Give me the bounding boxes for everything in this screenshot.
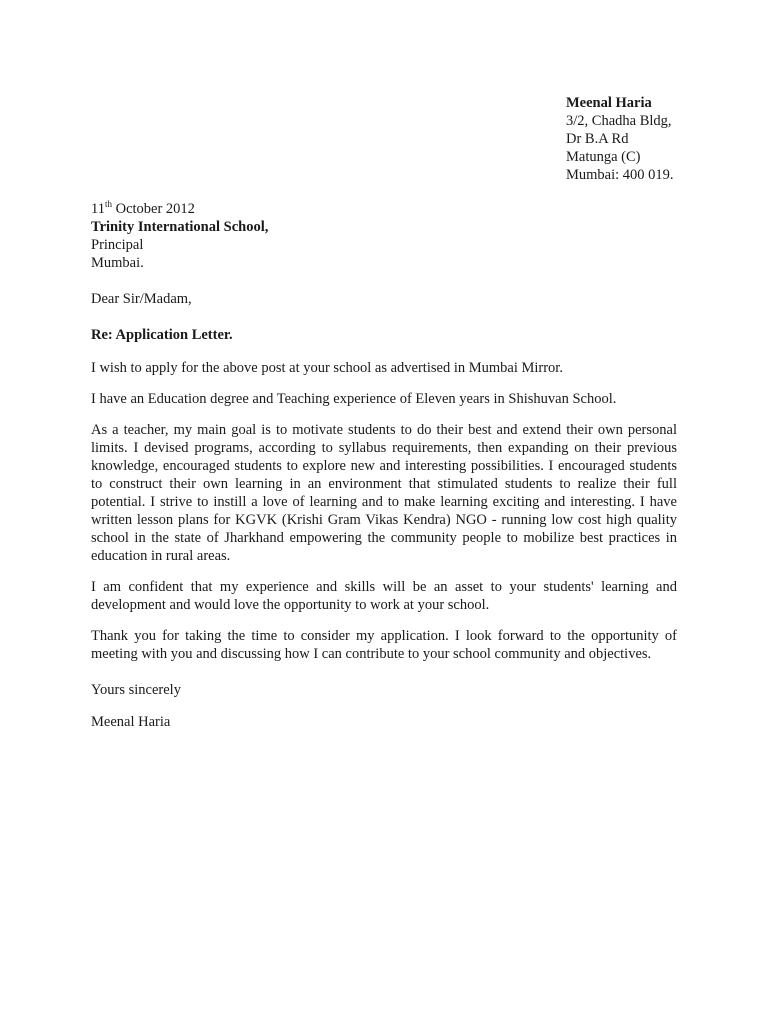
letter-body (91, 359, 677, 676)
date-day: 11 (91, 201, 105, 217)
signature-name: Meenal Haria (91, 714, 171, 730)
date-suffix: th (104, 199, 112, 210)
recipient-city: Mumbai. (91, 255, 144, 271)
recipient-title: Principal (91, 237, 144, 253)
letter-date (91, 200, 691, 218)
sender-address-block (566, 94, 756, 184)
body-paragraph: I wish to apply for the above post at your school as advertised in Mumbai Mirror. (91, 360, 563, 376)
sender-address-line: Dr B.A Rd (566, 131, 629, 147)
body-paragraph: As a teacher, my main goal is to motivate students to do their best and extend their own personal limits. I devised programs, according to syllabus requirements, then expanding on their previous knowledge, encouraged students to explore new and interesting possibilities. I encouraged students to construct their own learning in an environment that stimulated students to realize their full potential. I strive to instill a love of learning and to make learning exciting and interesting. I have written lesson plans for KGVK (Krishi Gram Vikas Kendra) NGO - running low cost high quality school in the state of Jharkhand empowering the community people to mobilize best practices in education in rural areas. (91, 422, 677, 564)
body-paragraph: Thank you for taking the time to consider my application. I look forward to the opportunity of meeting with you and discussing how I can contribute to your school community and objectives. (91, 628, 677, 662)
body-paragraph: I have an Education degree and Teaching experience of Eleven years in Shishuvan School. (91, 391, 617, 407)
closing: Yours sincerely (91, 682, 181, 698)
sender-name: Meenal Haria (566, 95, 652, 111)
body-paragraph: I am confident that my experience and skills will be an asset to your students' learning and development and would love the opportunity to work at your school. (91, 579, 677, 613)
date-month-year: October 2012 (111, 201, 195, 217)
date-recipient-block (91, 200, 691, 272)
sender-address-line: Mumbai: 400 019. (566, 167, 674, 183)
recipient-organization: Trinity International School, (91, 219, 269, 235)
sender-address-line: 3/2, Chadha Bldg, (566, 113, 672, 129)
sender-address-line: Matunga (C) (566, 149, 641, 165)
salutation: Dear Sir/Madam, (91, 291, 192, 307)
subject-line: Re: Application Letter. (91, 327, 233, 343)
